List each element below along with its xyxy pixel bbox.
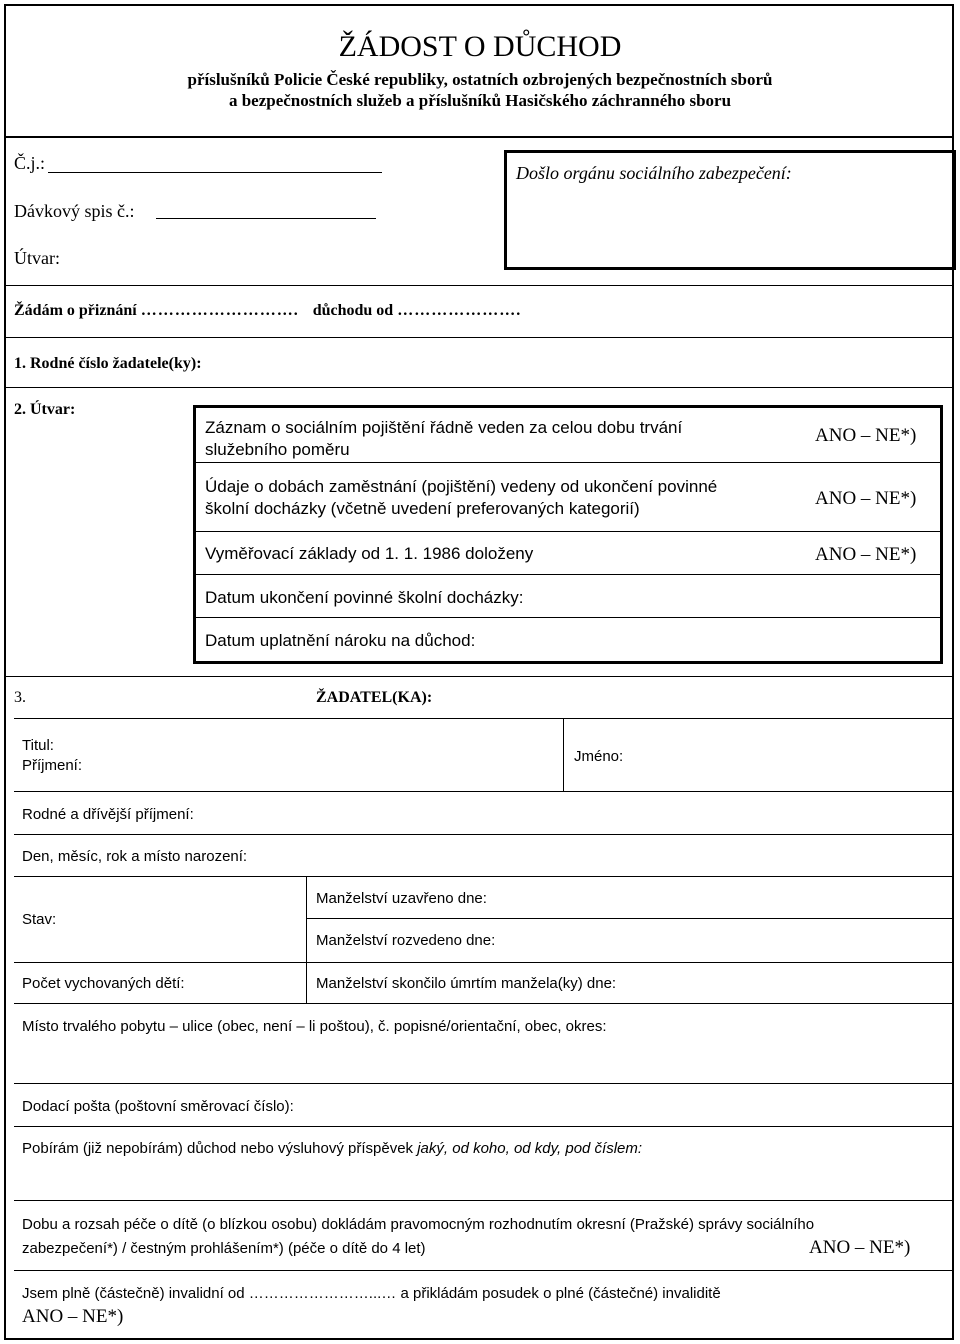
status-separator: [306, 876, 307, 1003]
pension-line: [22, 1140, 642, 1157]
pension-label: Pobírám (již nepobírám) důchod nebo výsluhový příspěvek: [22, 1140, 414, 1157]
form-subtitle-line2: a bezpečnostních služeb a příslušníků Hasičského záchranného sboru: [228, 91, 732, 110]
request-divider: [4, 337, 954, 338]
section1-divider: [4, 387, 954, 388]
care-line2: zabezpečení*) / čestným prohlášením*) (péče o dítě do 4 let): [22, 1240, 426, 1257]
section2-row2-line2: školní docházky (včetně uvedení preferovaných kategorií): [205, 499, 640, 518]
name-label: Jméno:: [574, 748, 624, 765]
section2-row3-text: Vyměřovací základy od 1. 1. 1986 doloženy: [205, 544, 534, 563]
invalid-answer[interactable]: ANO – NE*): [22, 1306, 124, 1327]
name-separator: [563, 718, 564, 791]
residence-divider: [14, 1083, 954, 1084]
marriage-death-label: Manželství skončilo úmrtím manžela(ky) dne:: [316, 975, 617, 992]
section2-row1-line1: Záznam o sociálním pojištění řádně veden za celou dobu trvání: [205, 418, 683, 437]
section3-number: 3.: [14, 689, 26, 706]
section2-row5-text: Datum uplatnění nároku na důchod:: [205, 631, 476, 650]
status-label: Stav:: [22, 911, 57, 928]
section2-row1-text: [205, 417, 682, 461]
pension-from-label: důchodu od: [312, 302, 394, 319]
invalid-label: Jsem plně (částečně) invalidní od: [22, 1285, 245, 1302]
marriage-concluded-label: Manželství uzavřeno dne:: [316, 890, 487, 907]
invalid-line: [22, 1285, 721, 1302]
section2-row1-line2: služebního poměru: [205, 440, 350, 459]
marriage-concluded-divider: [306, 918, 954, 919]
form-subtitle-line1: příslušníků Policie České republiky, ostatních ozbrojených bezpečnostních sborů: [187, 70, 773, 89]
section2-row1-answer[interactable]: ANO – NE*): [815, 425, 917, 446]
section2-row2-answer[interactable]: ANO – NE*): [815, 488, 917, 509]
header-divider: [4, 136, 954, 138]
section2-row3-answer[interactable]: ANO – NE*): [815, 544, 917, 565]
unit-label: Útvar:: [14, 248, 60, 268]
batch-field[interactable]: [156, 218, 376, 219]
residence-label: Místo trvalého pobytu – ulice (obec, není – li poštou), č. popisné/orientační, obec, okres:: [22, 1018, 607, 1035]
invalid-date-field[interactable]: ……………………...…: [248, 1285, 397, 1302]
section2-bottom-divider: [4, 676, 954, 677]
birth-surname-divider: [14, 834, 954, 835]
section2-row4-divider: [196, 617, 940, 618]
care-divider: [14, 1270, 954, 1271]
marriage-divorced-divider: [14, 962, 954, 963]
section2-row2-text: [205, 476, 717, 520]
request-dots-1[interactable]: ……………………….: [140, 302, 299, 319]
pension-italic-label: jaký, od koho, od kdy, pod číslem:: [417, 1140, 643, 1157]
birth-divider: [14, 876, 954, 877]
request-line: [14, 302, 521, 320]
birth-label: Den, měsíc, rok a místo narození:: [22, 848, 248, 865]
section2-label: 2. Útvar:: [14, 401, 76, 418]
birth-surname-label: Rodné a dřívější příjmení:: [22, 806, 194, 823]
admin-divider: [4, 285, 954, 286]
marriage-divorced-label: Manželství rozvedeno dne:: [316, 932, 496, 949]
cj-field[interactable]: [48, 172, 382, 173]
title-label: Titul:: [22, 737, 54, 754]
children-label: Počet vychovaných dětí:: [22, 975, 185, 992]
received-label: Došlo orgánu sociálního zabezpečení:: [516, 163, 792, 183]
name-row-divider: [14, 791, 954, 792]
section2-row2-divider: [196, 531, 940, 532]
care-answer[interactable]: ANO – NE*): [809, 1237, 911, 1258]
section3-heading: ŽADATEL(KA):: [316, 689, 433, 706]
surname-label: Příjmení:: [22, 757, 83, 774]
post-label: Dodací pošta (poštovní směrovací číslo):: [22, 1098, 294, 1115]
section2-row3-divider: [196, 574, 940, 575]
post-divider: [14, 1126, 954, 1127]
invalid-attachment-label: a přikládám posudek o plné (částečné) invaliditě: [400, 1285, 721, 1302]
section1-label: 1. Rodné číslo žadatele(ky):: [14, 355, 202, 372]
ask-label: Žádám o přiznání: [14, 302, 137, 319]
pension-divider: [14, 1200, 954, 1201]
applicant-top-line: [14, 718, 954, 719]
section2-row1-divider: [196, 462, 940, 463]
marriage-death-divider: [14, 1003, 954, 1004]
cj-label: Č.j.:: [14, 153, 46, 173]
section2-row4-text: Datum ukončení povinné školní docházky:: [205, 588, 524, 607]
batch-label: Dávkový spis č.:: [14, 201, 135, 221]
section2-row2-line1: Údaje o dobách zaměstnání (pojištění) vedeny od ukončení povinné: [205, 477, 718, 496]
form-title: ŽÁDOST O DŮCHOD: [338, 30, 622, 63]
care-line1: Dobu a rozsah péče o dítě (o blízkou osobu) dokládám pravomocným rozhodnutím okresní (Pražské) správy sociálního: [22, 1216, 815, 1233]
request-dots-2[interactable]: ………………….: [397, 302, 522, 319]
